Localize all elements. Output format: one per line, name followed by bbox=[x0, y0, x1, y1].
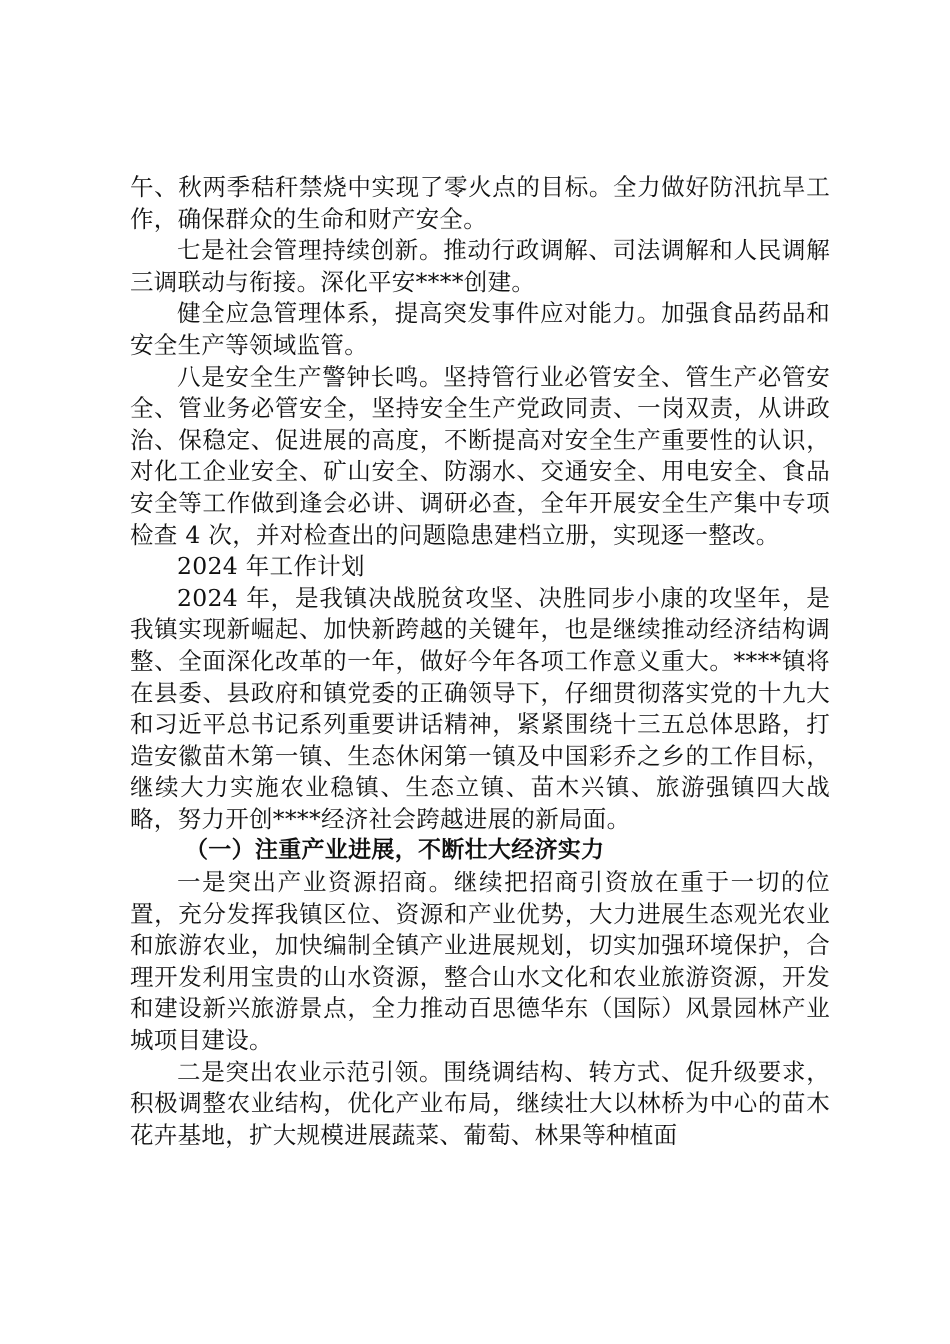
paragraph-social-management: 七是社会管理持续创新。推动行政调解、司法调解和人民调解三调联动与衔接。深化平安****创建。 bbox=[130, 236, 830, 296]
paragraph-production-safety: 八是安全生产警钟长鸣。坚持管行业必管安全、管生产必管安全、管业务必管安全，坚持安全生产党政同责、一岗双责，从讲政治、保稳定、促进展的高度，不断提高对安全生产重要性的认识，对化工企业安全、矿山安全、防溺水、交通安全、用电安全、食品安全等工作做到逢会必讲、调研必查，全年开展安全生产集中专项检查 4 次，并对检查出的问题隐患建档立册，实现逐一整改。 bbox=[130, 362, 830, 549]
heading-industry-development: （一）注重产业进展，不断壮大经济实力 bbox=[185, 837, 605, 864]
paragraph-investment-attraction: 一是突出产业资源招商。继续把招商引资放在重于一切的位置，充分发挥我镇区位、资源和产业优势，大力进展生态观光农业和旅游农业，加快编制全镇产业进展规划，切实加强环境保护，合理开发利用宝贵的山水资源，整合山水文化和农业旅游资源，开发和建设新兴旅游景点，全力推动百思德华东（国际）风景园林产业城项目建设。 bbox=[130, 868, 830, 1055]
document-body bbox=[130, 172, 830, 1151]
paragraph-agriculture-demonstration: 二是突出农业示范引领。围绕调结构、转方式、促升级要求，积极调整农业结构，优化产业布局，继续壮大以林桥为中心的苗木花卉基地，扩大规模进展蔬菜、葡萄、林果等种植面 bbox=[130, 1057, 830, 1149]
paragraph-emergency-management: 健全应急管理体系，提高突发事件应对能力。加强食品药品和安全生产等领域监管。 bbox=[130, 299, 830, 359]
section-title-work-plan: 2024 年工作计划 bbox=[177, 552, 365, 581]
paragraph-work-plan-intro: 2024 年，是我镇决战脱贫攻坚、决胜同步小康的攻坚年，是我镇实现新崛起、加快新跨越的关键年，也是继续推动经济结构调整、全面深化改革的一年，做好今年各项工作意义重大。****镇将在县委、县政府和镇党委的正确领导下，仔细贯彻落实党的十九大和习近平总书记系列重要讲话精神，紧紧围绕十三五总体思路，打造安徽苗木第一镇、生态休闲第一镇及中国彩乔之乡的工作目标，继续大力实施农业稳镇、生态立镇、苗木兴镇、旅游强镇四大战略，努力开创****经济社会跨越进展的新局面。 bbox=[130, 583, 830, 833]
paragraph-continuation: 午、秋两季秸秆禁烧中实现了零火点的目标。全力做好防汛抗旱工作，确保群众的生命和财产安全。 bbox=[130, 173, 830, 233]
